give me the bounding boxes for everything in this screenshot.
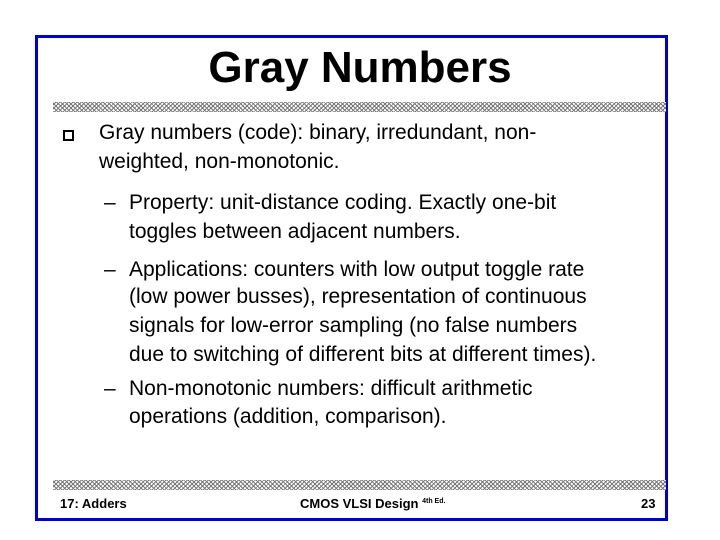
subitem-line: Applications: counters with low output toggle rate (129, 258, 585, 281)
subitem-line: Property: unit-distance coding. Exactly one-bit (129, 191, 557, 214)
subitem-line: operations (addition, comparison). (129, 405, 447, 428)
subitem-line: signals for low-error sampling (no false numbers (129, 314, 578, 337)
footer-divider-bar (53, 480, 666, 490)
footer-course-title: CMOS VLSI Design (300, 496, 419, 511)
subitem-line: toggles between adjacent numbers. (129, 220, 461, 243)
bullet-line: Gray numbers (code): binary, irredundant, non- (99, 121, 537, 144)
subitem-line: Non-monotonic numbers: difficult arithmetic (129, 377, 533, 400)
dash-marker: – (104, 191, 116, 214)
checkbox-bullet-icon (63, 130, 74, 141)
dash-marker: – (104, 377, 116, 400)
page-number: 23 (641, 496, 656, 511)
subitem-line: due to switching of different bits at different times). (129, 343, 597, 366)
footer-edition: 4th Ed. (422, 498, 446, 505)
slide-title: Gray Numbers (208, 43, 512, 92)
footer-chapter: 17: Adders (60, 496, 127, 511)
dash-marker: – (104, 258, 116, 281)
footer-course (300, 496, 445, 511)
bullet-line: weighted, non-monotonic. (99, 150, 340, 173)
subitem-line: (low power busses), representation of continuous (129, 285, 587, 308)
